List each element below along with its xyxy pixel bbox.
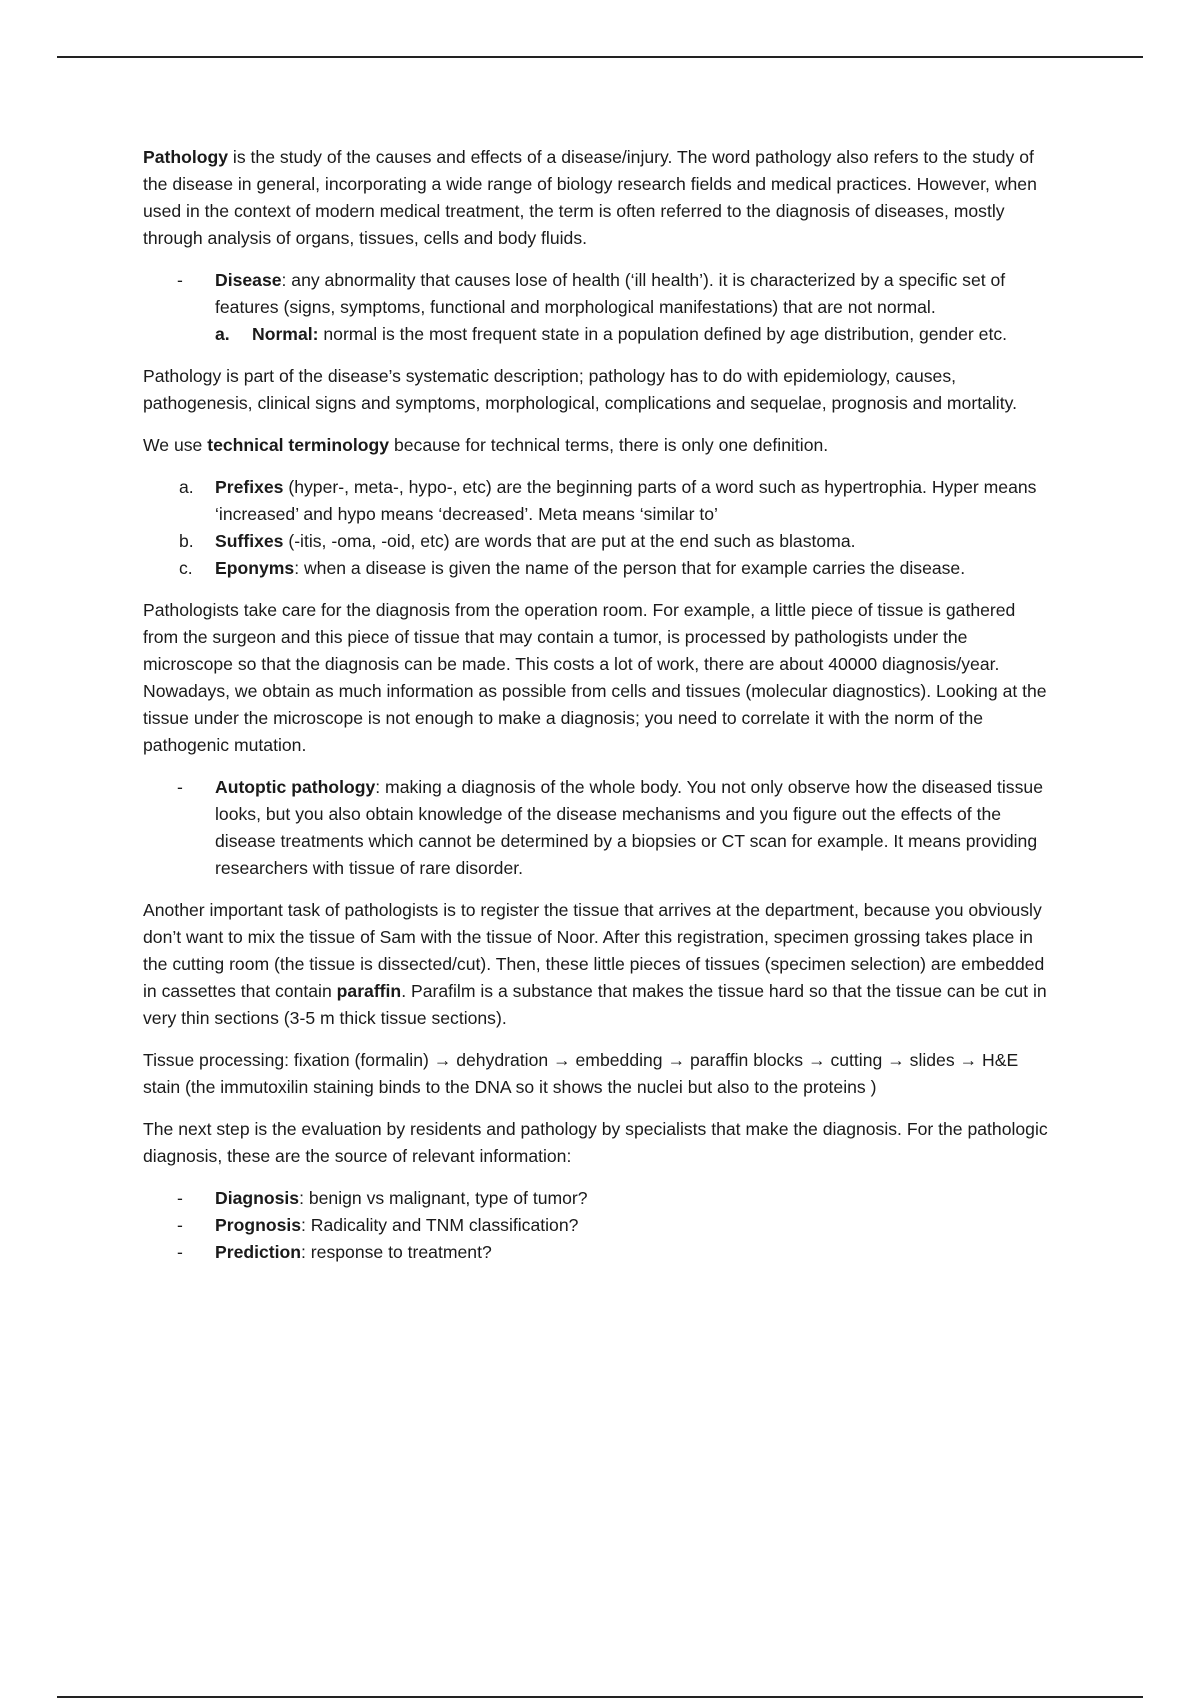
dash-marker: -	[177, 1188, 183, 1208]
bold-term: Diagnosis	[215, 1188, 300, 1208]
paragraph-pathology-definition: Pathology is the study of the causes and effects of a disease/injury. The word pathology also refers to the study of the disease in general, incorporating a wide range of biology research fields and medical practices. However, when used in the context of modern medical treatment, the term is often referred to the diagnosis of diseases, mostly through analysis of organs, tissues, cells and body fluids.	[143, 147, 1037, 248]
dash-marker: -	[177, 1215, 183, 1235]
diagnostic-info-list	[143, 1185, 1055, 1266]
list-item-prefixes: a. Prefixes (hyper-, meta-, hypo-, etc) are the beginning parts of a word such as hypertrophia. Hyper means ‘increased’ and hypo means ‘decreased’. Meta means ‘similar to’	[143, 474, 1055, 528]
header-rule	[57, 56, 1143, 58]
paragraph-evaluation: The next step is the evaluation by residents and pathology by specialists that make the diagnosis. For the pathologic diagnosis, these are the source of relevant information:	[143, 1119, 1048, 1166]
letter-marker: a.	[215, 324, 230, 344]
terminology-list	[143, 474, 1055, 582]
bold-term: technical terminology	[207, 435, 390, 455]
list-item-disease: - Disease: any abnormality that causes lose of health (‘ill health’). it is characterized by a specific set of features (signs, symptoms, functional and morphological manifestations) that are not normal. a. Normal: normal is the most frequent state in a population defined by age distribution, gender etc.	[143, 267, 1055, 348]
bold-term: Normal:	[252, 324, 319, 344]
autoptic-list	[143, 774, 1055, 882]
dash-marker: -	[177, 270, 183, 290]
list-item-diagnosis: - Diagnosis: benign vs malignant, type of tumor?	[143, 1185, 1055, 1212]
disease-list	[143, 267, 1055, 348]
list-item-autoptic-pathology: - Autoptic pathology: making a diagnosis of the whole body. You not only observe how the diseased tissue looks, but you also obtain knowledge of the disease mechanisms and you figure out the effects of the disease treatments which cannot be determined by a biopsies or CT scan for example. It means providing researchers with tissue of rare disorder.	[143, 774, 1055, 882]
bold-term: Prediction	[215, 1242, 302, 1262]
list-item-prognosis: - Prognosis: Radicality and TNM classification?	[143, 1212, 1055, 1239]
paragraph-pathologists-diagnosis: Pathologists take care for the diagnosis from the operation room. For example, a little piece of tissue is gathered from the surgeon and this piece of tissue that may contain a tumor, is processed by pathologists under the microscope so that the diagnosis can be made. This costs a lot of work, there are about 40000 diagnosis/year. Nowadays, we obtain as much information as possible from cells and tissues (molecular diagnostics). Looking at the tissue under the microscope is not enough to make a diagnosis; you need to correlate it with the norm of the pathogenic mutation.	[143, 600, 1047, 755]
paragraph-technical-terminology: We use technical terminology because for technical terms, there is only one definition.	[143, 435, 829, 455]
bold-term: Pathology	[143, 147, 229, 167]
bold-term: Prognosis	[215, 1215, 302, 1235]
normal-sublist	[215, 321, 1055, 348]
bold-term: Suffixes	[215, 531, 284, 551]
list-item-suffixes: b. Suffixes (-itis, -oma, -oid, etc) are words that are put at the end such as blastoma.	[143, 528, 1055, 555]
list-item-prediction: - Prediction: response to treatment?	[143, 1239, 1055, 1266]
list-item-normal: a. Normal: normal is the most frequent state in a population defined by age distribution, gender etc.	[215, 321, 1055, 348]
bold-term: Autoptic pathology	[215, 777, 376, 797]
bold-term: Prefixes	[215, 477, 284, 497]
bold-term: paraffin	[336, 981, 402, 1001]
dash-marker: -	[177, 777, 183, 797]
letter-marker: c.	[179, 558, 193, 578]
document-body	[143, 144, 1055, 1281]
bold-term: Disease	[215, 270, 282, 290]
letter-marker: b.	[179, 531, 194, 551]
bold-term: Eponyms	[215, 558, 295, 578]
footer-rule	[57, 1696, 1143, 1698]
paragraph-tissue-registration: Another important task of pathologists is to register the tissue that arrives at the department, because you obviously don’t want to mix the tissue of Sam with the tissue of Noor. After this registration, specimen grossing takes place in the cutting room (the tissue is dissected/cut). Then, these little pieces of tissues (specimen selection) are embedded in cassettes that contain paraffin. Parafilm is a substance that makes the tissue hard so that the tissue can be cut in very thin sections (3-5 m thick tissue sections).	[143, 900, 1047, 1028]
letter-marker: a.	[179, 477, 194, 497]
paragraph-tissue-processing: Tissue processing: fixation (formalin) → dehydration → embedding → paraffin blocks → cutting → slides → H&E stain (the immutoxilin staining binds to the DNA so it shows the nuclei but also to the proteins )	[143, 1050, 1019, 1097]
list-item-eponyms: c. Eponyms: when a disease is given the name of the person that for example carries the disease.	[143, 555, 1055, 582]
paragraph-systematic-description: Pathology is part of the disease’s systematic description; pathology has to do with epidemiology, causes, pathogenesis, clinical signs and symptoms, morphological, complications and sequelae, prognosis and mortality.	[143, 366, 1017, 413]
dash-marker: -	[177, 1242, 183, 1262]
